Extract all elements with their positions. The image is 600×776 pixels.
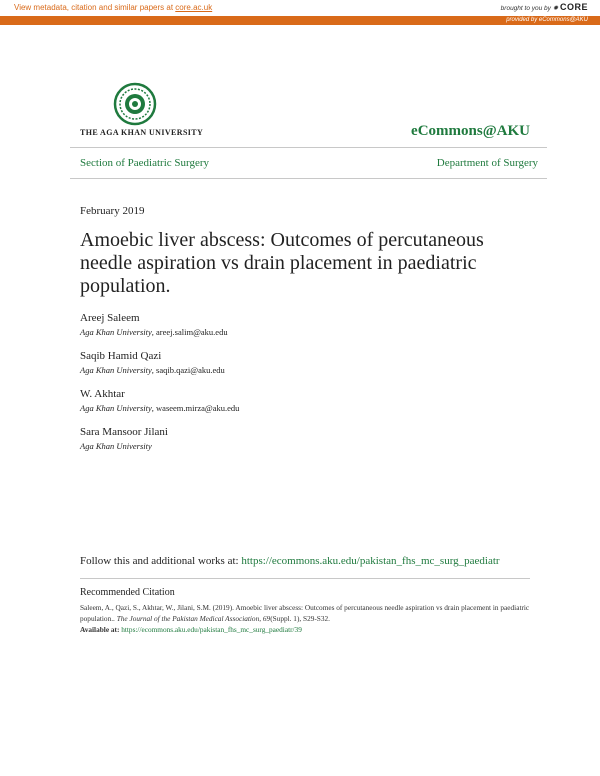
citation-main: Saleem, A., Qazi, S., Akhtar, W., Jilani, S.M. (2019). Amoebic liver abscess: Outcomes of percutaneous needle aspiration vs drain placement in paediatric population.. [80, 603, 530, 623]
citation-text [80, 602, 530, 635]
university-name: THE AGA KHAN UNIVERSITY [80, 128, 204, 137]
follow-link[interactable]: https://ecommons.aku.edu/pakistan_fhs_mc_surg_paediatr [241, 555, 500, 567]
core-metadata-link[interactable] [14, 3, 212, 12]
core-banner [0, 0, 600, 26]
available-link[interactable]: https://ecommons.aku.edu/pakistan_fhs_mc_surg_paediatr/39 [121, 625, 302, 634]
citation-rest: (Suppl. 1), S29-S32. [270, 614, 330, 623]
core-brand[interactable] [501, 2, 588, 12]
author-name: Areej Saleem [80, 312, 140, 324]
author-name: Saqib Hamid Qazi [80, 350, 162, 362]
affiliation-name: Aga Khan University [80, 441, 152, 451]
divider-mid [70, 178, 547, 179]
author-affiliation: Aga Khan University, saqib.qazi@aku.edu [80, 365, 225, 375]
divider-top [70, 147, 547, 148]
core-ac-uk-link[interactable]: core.ac.uk [175, 3, 213, 12]
follow-line [80, 555, 500, 567]
repository-title[interactable]: eCommons@AKU [411, 123, 530, 139]
core-brought-by: brought to you by [500, 5, 551, 12]
section-link[interactable]: Section of Paediatric Surgery [80, 157, 210, 169]
aku-seal-icon [113, 82, 157, 126]
publication-date: February 2019 [80, 205, 145, 217]
author-name: W. Akhtar [80, 388, 125, 400]
author-email[interactable]: areej.salim@aku.edu [156, 327, 228, 337]
available-label: Available at: [80, 625, 122, 634]
paper-title: Amoebic liver abscess: Outcomes of percutaneous needle aspiration vs drain placement in paediatric population. [80, 229, 484, 297]
recommended-citation-heading: Recommended Citation [80, 587, 175, 598]
core-logo-icon: ✹ [552, 5, 559, 12]
affiliation-name: Aga Khan University [80, 365, 152, 375]
author-name: Sara Mansoor Jilani [80, 426, 168, 438]
author-affiliation: Aga Khan University, waseem.mirza@aku.edu [80, 403, 240, 413]
affiliation-name: Aga Khan University [80, 327, 152, 337]
divider-bottom [80, 578, 530, 579]
department-link[interactable]: Department of Surgery [436, 157, 538, 169]
affiliation-name: Aga Khan University [80, 403, 152, 413]
core-link-prefix: View metadata, citation and similar papers at [14, 3, 176, 12]
citation-journal: The Journal of the Pakistan Medical Association, 69 [116, 614, 271, 623]
follow-text: Follow this and additional works at: [80, 555, 242, 567]
author-affiliation: Aga Khan University, areej.salim@aku.edu [80, 327, 228, 337]
core-provided-by[interactable]: provided by eCommons@AKU [506, 17, 588, 23]
author-email[interactable]: waseem.mirza@aku.edu [156, 403, 240, 413]
core-brand-name: CORE [559, 2, 588, 12]
author-affiliation [80, 441, 152, 451]
author-email[interactable]: saqib.qazi@aku.edu [156, 365, 225, 375]
